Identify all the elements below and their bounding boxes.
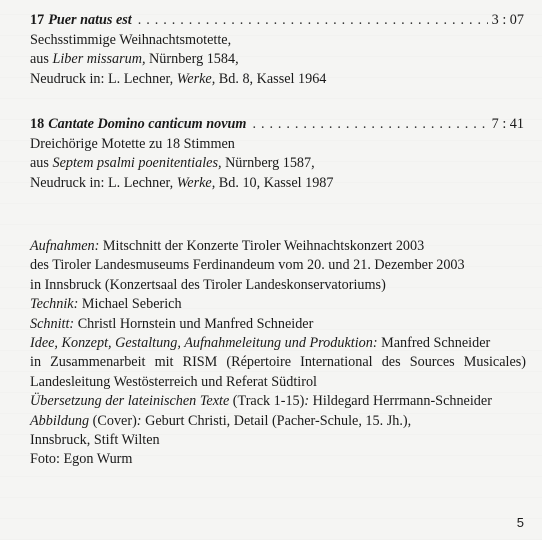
track-duration: 3 : 07 xyxy=(491,12,524,28)
track-number: 18 xyxy=(30,116,45,132)
credit-production-line: in Zusammenarbeit mit RISM (Répertoire International des Sources Musicales) xyxy=(30,354,526,371)
track-description-line: Sechsstimmige Weihnachtsmotette, xyxy=(30,31,232,48)
track-title: Cantate Domino canticum novum xyxy=(48,116,247,132)
credit-translation: Übersetzung der lateinischen Texte (Track 1-15): Hildegard Herrmann-Schneider xyxy=(30,393,492,410)
track-title: Puer natus est xyxy=(48,12,132,28)
track-source-line: aus Liber missarum, Nürnberg 1584, xyxy=(30,51,239,68)
credit-illustration: Abbildung (Cover): Geburt Christi, Detail (Pacher-Schule, 15. Jh.), xyxy=(30,412,412,429)
credit-schnitt: Schnitt: Christl Hornstein und Manfred Schneider xyxy=(30,315,314,332)
track-source-line: aus Septem psalmi poenitentiales, Nürnberg 1587, xyxy=(30,155,315,172)
track-duration: 7 : 41 xyxy=(491,116,524,132)
credit-production-line: Landesleitung Westösterreich und Referat Südtirol xyxy=(30,373,317,390)
track-description-line: Dreichörige Motette zu 18 Stimmen xyxy=(30,135,235,152)
credit-production: Idee, Konzept, Gestaltung, Aufnahmeleitung und Produktion: Manfred Schneider xyxy=(30,335,491,352)
track-edition-line: Neudruck in: L. Lechner, Werke, Bd. 10, Kassel 1987 xyxy=(30,174,334,191)
credit-recordings-line: des Tiroler Landesmuseums Ferdinandeum vom 20. und 21. Dezember 2003 xyxy=(30,257,465,274)
track-entry xyxy=(30,115,524,193)
track-number: 17 xyxy=(30,12,45,28)
track-heading xyxy=(30,11,524,31)
credit-recordings-line: in Innsbruck (Konzertsaal des Tiroler Landeskonservatoriums) xyxy=(30,276,386,293)
credit-technik: Technik: Michael Seberich xyxy=(30,296,182,313)
dot-leader xyxy=(252,115,487,135)
track-edition-line: Neudruck in: L. Lechner, Werke, Bd. 8, Kassel 1964 xyxy=(30,70,327,87)
credit-illustration-line: Innsbruck, Stift Wilten xyxy=(30,432,160,449)
credit-photo: Foto: Egon Wurm xyxy=(30,451,133,468)
track-entry xyxy=(30,11,524,89)
page-number: 5 xyxy=(516,515,524,530)
track-heading xyxy=(30,115,524,135)
dot-leader xyxy=(138,11,488,31)
credits-block xyxy=(30,237,526,470)
credit-recordings: Aufnahmen: Mitschnitt der Konzerte Tiroler Weihnachtskonzert 2003 xyxy=(30,238,425,254)
